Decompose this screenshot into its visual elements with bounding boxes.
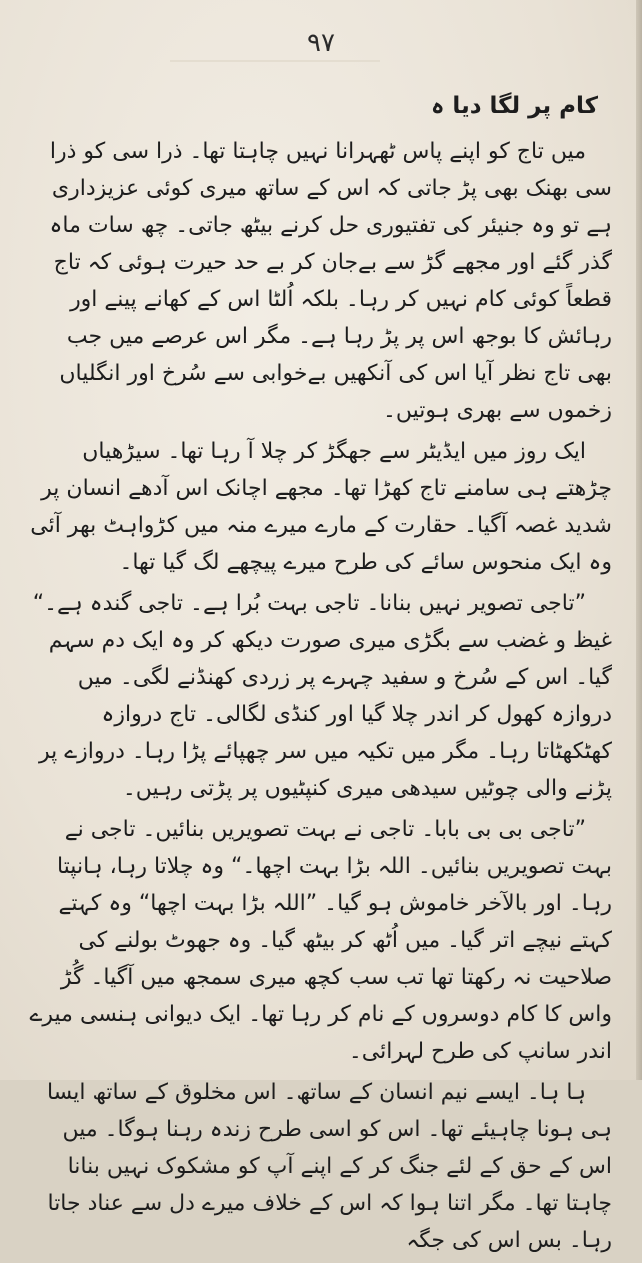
faint-bleed-mark bbox=[170, 60, 380, 62]
page-text bbox=[26, 88, 612, 1263]
paragraph: ہا ہا۔ ایسے نیم انسان کے ساتھ۔ اس مخلوق کے ساتھ ایسا ہی ہونا چاہیئے تھا۔ اس کو اسی طرح زندہ رہنا ہوگا۔ میں اس کے حق کے لئے جنگ کر کے اپنے آپ کو مشکوک نہیں بنانا چاہتا تھا۔ مگر اتنا ہوا کہ اس کے خلاف میرے دل سے عناد جاتا رہا۔ بس اس کی جگہ bbox=[46, 1080, 612, 1253]
paragraph: میں تاج کو اپنے پاس ٹھہرانا نہیں چاہتا تھا۔ ذرا سی کو ذرا سی بھنک بھی پڑ جاتی کہ اس کے ساتھ میری کوئی عزیزداری ہے تو وہ جنیئر کی تفتیوری حل کرنے بیٹھ جاتی۔ چھ سات ماہ گذر گئے اور مجھے گڑ سے بےجان کر بے حد حیرت ہوئی کہ تاج قطعاً کوئی کام نہیں کر رہا۔ بلکہ اُلٹا اس کے کھانے پینے اور رہائش کا بوجھ اس پر پڑ رہا ہے۔ مگر اس عرصے میں جب بھی تاج نظر آیا اس کی آنکھیں بےخوابی سے سُرخ اور انگلیاں زخموں سے بھری ہوتیں۔ bbox=[49, 139, 612, 423]
page-number: ۹۷ bbox=[307, 28, 335, 58]
paragraph: ”تاجی بی بی بابا۔ تاجی نے بہت تصویریں بنائیں۔ تاجی نے بہت تصویریں بنائیں۔ اللہ بڑا بہت اچھا۔“ وہ چلاتا رہا، ہانپتا رہا۔ اور بالآخر خاموش ہو گیا۔ ”اللہ بڑا بہت اچھا“ وہ کہتے کہتے نیچے اتر گیا۔ میں اُٹھ کر بیٹھ گیا۔ وہ جھوٹ بولنے کی صلاحیت نہ رکھتا تھا تب سب کچھ میری سمجھ میں آگیا۔ گُڑ واس کا کام دوسروں کے نام کر رہا تھا۔ ایک دیوانی ہنسی میرے اندر سانپ کی طرح لہرائی۔ bbox=[29, 817, 612, 1064]
paragraph: ”تاجی تصویر نہیں بنانا۔ تاجی بہت بُرا ہے۔ تاجی گندہ ہے۔“ غیظ و غضب سے بگڑی میری صورت دیکھ کر وہ ایک دم سہم گیا۔ اس کے سُرخ و سفید چہرے پر زردی کھنڈنے لگی۔ میں دروازہ کھول کر اندر چلا گیا اور کنڈی لگالی۔ تاج دروازہ کھٹکھٹاتا رہا۔ مگر میں تکیہ میں سر چھپائے پڑا رہا۔ دروازے پر پڑنے والی چوٹیں سیدھی میری کنپٹیوں پر پڑتی رہیں۔ bbox=[32, 591, 612, 801]
page-edge-shadow bbox=[636, 0, 642, 1080]
section-heading: کام پر لگا دیا ہ bbox=[430, 93, 598, 119]
paragraph: ایک روز میں ایڈیٹر سے جھگڑ کر چلا آ رہا تھا۔ سیڑھیاں چڑھتے ہی سامنے تاج کھڑا تھا۔ مجھے اچانک اس آدھے انسان پر شدید غصہ آگیا۔ حقارت کے مارے میرے منہ میں کڑواہٹ بھر آئی وہ ایک منحوس سائے کی طرح میرے پیچھے لگ گیا تھا۔ bbox=[30, 439, 612, 575]
